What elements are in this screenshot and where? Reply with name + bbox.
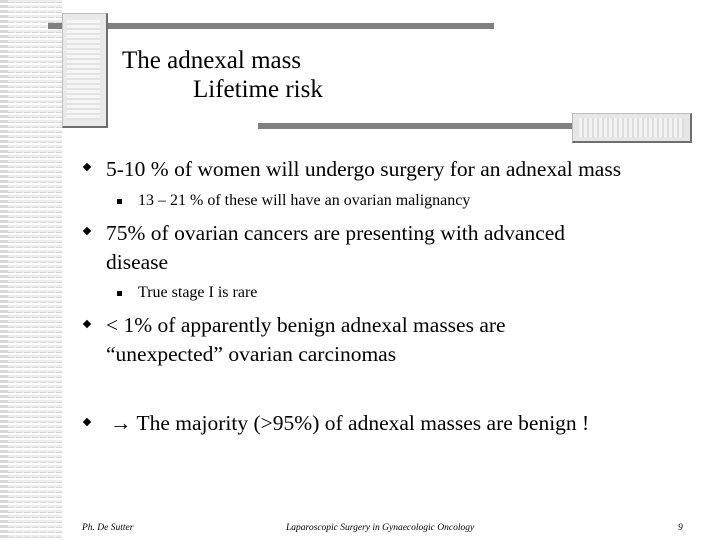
left-striped-band [0,0,62,540]
top-decorative-bar [48,23,494,29]
diamond-bullet-icon [83,320,91,328]
diamond-bullet-icon [83,227,91,235]
bullet-text: The majority (>95%) of adnexal masses are benign ! [131,411,590,435]
footer-author: Ph. De Sutter [82,523,134,533]
bullet-text: 5-10 % of women will undergo surgery for an adnexal mass [106,157,622,181]
footer-course: Laparoscopic Surgery in Gynaecologic Oncology [286,523,475,533]
square-bullet-icon [117,291,122,296]
bullet-text-line2: “unexpected” ovarian carcinomas [106,342,397,366]
conclusion-bullet [110,408,589,438]
bullet-text-line2: disease [106,250,169,274]
arrow-right-icon: → [110,411,132,435]
footer-page-number: 9 [678,523,683,533]
bottom-decorative-bar [258,123,572,129]
slide-title-line1: The adnexal mass [122,47,302,74]
sub-bullet-text: 13 – 21 % of these will have an ovarian malignancy [138,192,471,209]
diamond-bullet-icon [83,418,91,426]
title-decorative-box [62,13,108,128]
square-bullet-icon [117,199,122,204]
right-decorative-box [572,113,692,143]
diamond-bullet-icon [83,163,91,171]
sub-bullet-text: True stage I is rare [138,284,258,301]
bullet-text-line1: 75% of ovarian cancers are presenting with advanced [106,221,566,245]
slide-title-line2: Lifetime risk [193,76,323,103]
bullet-text-line1: < 1% of apparently benign adnexal masses are [106,313,506,337]
